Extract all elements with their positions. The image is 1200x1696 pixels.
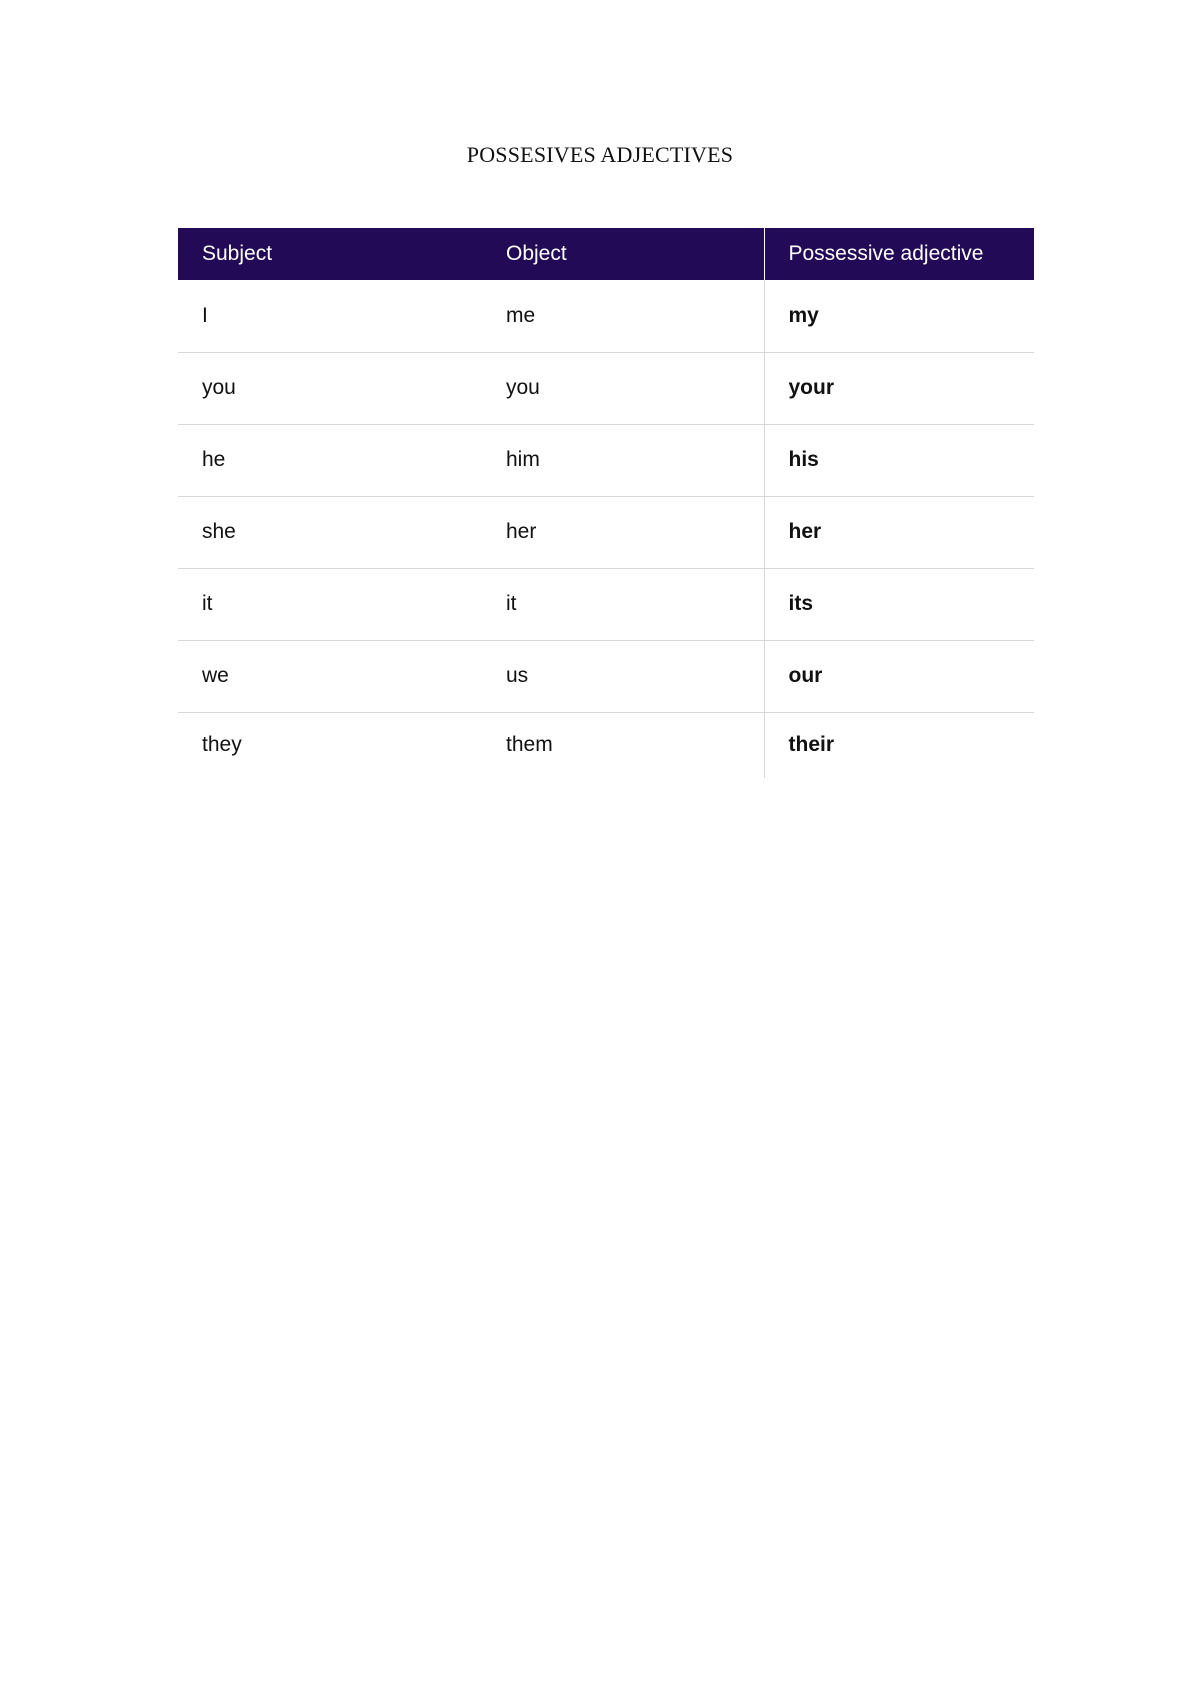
column-header-object: Object: [482, 228, 764, 280]
cell-object: him: [482, 424, 764, 496]
table-row: [178, 424, 1034, 496]
cell-object: us: [482, 640, 764, 712]
cell-subject: it: [178, 568, 482, 640]
cell-possessive-adjective: our: [764, 640, 1034, 712]
cell-possessive-adjective: its: [764, 568, 1034, 640]
cell-subject: we: [178, 640, 482, 712]
column-header-subject: Subject: [178, 228, 482, 280]
cell-object: me: [482, 280, 764, 352]
cell-subject: he: [178, 424, 482, 496]
cell-possessive-adjective: his: [764, 424, 1034, 496]
cell-possessive-adjective: my: [764, 280, 1034, 352]
pronoun-table: [178, 228, 1034, 778]
cell-object: her: [482, 496, 764, 568]
table-row: [178, 712, 1034, 778]
cell-possessive-adjective: their: [764, 712, 1034, 778]
column-header-possessive-adjective: Possessive adjective: [764, 228, 1034, 280]
table-row: [178, 280, 1034, 352]
table-row: [178, 568, 1034, 640]
cell-subject: you: [178, 352, 482, 424]
cell-subject: she: [178, 496, 482, 568]
cell-subject: I: [178, 280, 482, 352]
cell-object: them: [506, 733, 553, 757]
table-row: [178, 352, 1034, 424]
cell-object: it: [482, 568, 764, 640]
cell-subject: they: [202, 733, 242, 757]
table-header-row: [178, 228, 1034, 280]
cell-possessive-adjective: her: [764, 496, 1034, 568]
cell-object: you: [482, 352, 764, 424]
table-row: [178, 496, 1034, 568]
cell-possessive-adjective: your: [764, 352, 1034, 424]
page-title: POSSESIVES ADJECTIVES: [466, 142, 734, 167]
table-row: [178, 640, 1034, 712]
